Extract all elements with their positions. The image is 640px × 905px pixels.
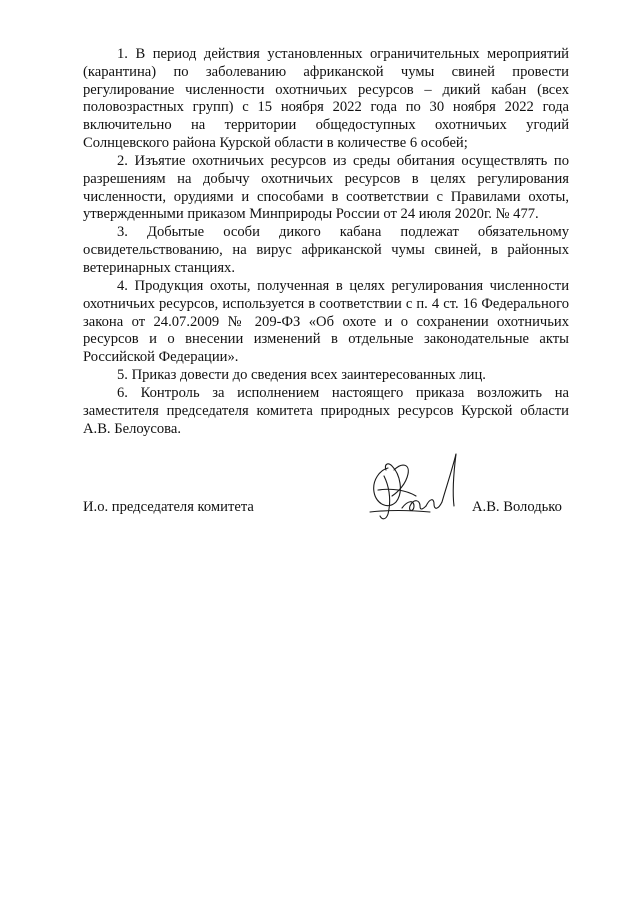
signatory-title: И.о. председателя комитета <box>83 499 254 515</box>
paragraph-4: 4. Продукция охоты, полученная в целях регулирования численности охотничьих ресурсов, используется в соответствии с п. 4 ст. 16 Федерального закона от 24.07.2009 № 209-ФЗ «Об охоте и о сохранении охотничьих ресурсов и о внесении изменений в отдельные законодательные акты Российской Федерации». <box>83 278 569 366</box>
handwritten-signature <box>358 440 468 530</box>
signatory-name: А.В. Володько <box>472 499 562 515</box>
paragraph-1: 1. В период действия установленных ограничительных мероприятий (карантина) по заболеванию африканской чумы свиней провести регулирование численности охотничьих ресурсов – дикий кабан (всех половозрастных групп) с 15 ноября 2022 года по 30 ноября 2022 года включительно на территории общедоступных охотничьих угодий Солнцевского района Курской области в количестве 6 особей; <box>83 46 569 151</box>
paragraph-5: 5. Приказ довести до сведения всех заинтересованных лиц. <box>117 367 486 383</box>
paragraph-6: 6. Контроль за исполнением настоящего приказа возложить на заместителя председателя комитета природных ресурсов Курской области А.В. Белоусова. <box>83 385 569 437</box>
paragraph-2: 2. Изъятие охотничьих ресурсов из среды обитания осуществлять по разрешениям на добычу охотничьих ресурсов в целях регулирования численности, орудиями и способами в соответствии с Правилами охоты, утвержденными приказом Минприроды России от 24 июля 2020г. № 477. <box>83 153 569 223</box>
paragraph-3: 3. Добытые особи дикого кабана подлежат обязательному освидетельствованию, на вирус африканской чумы свиней, в районных ветеринарных станциях. <box>83 224 569 276</box>
